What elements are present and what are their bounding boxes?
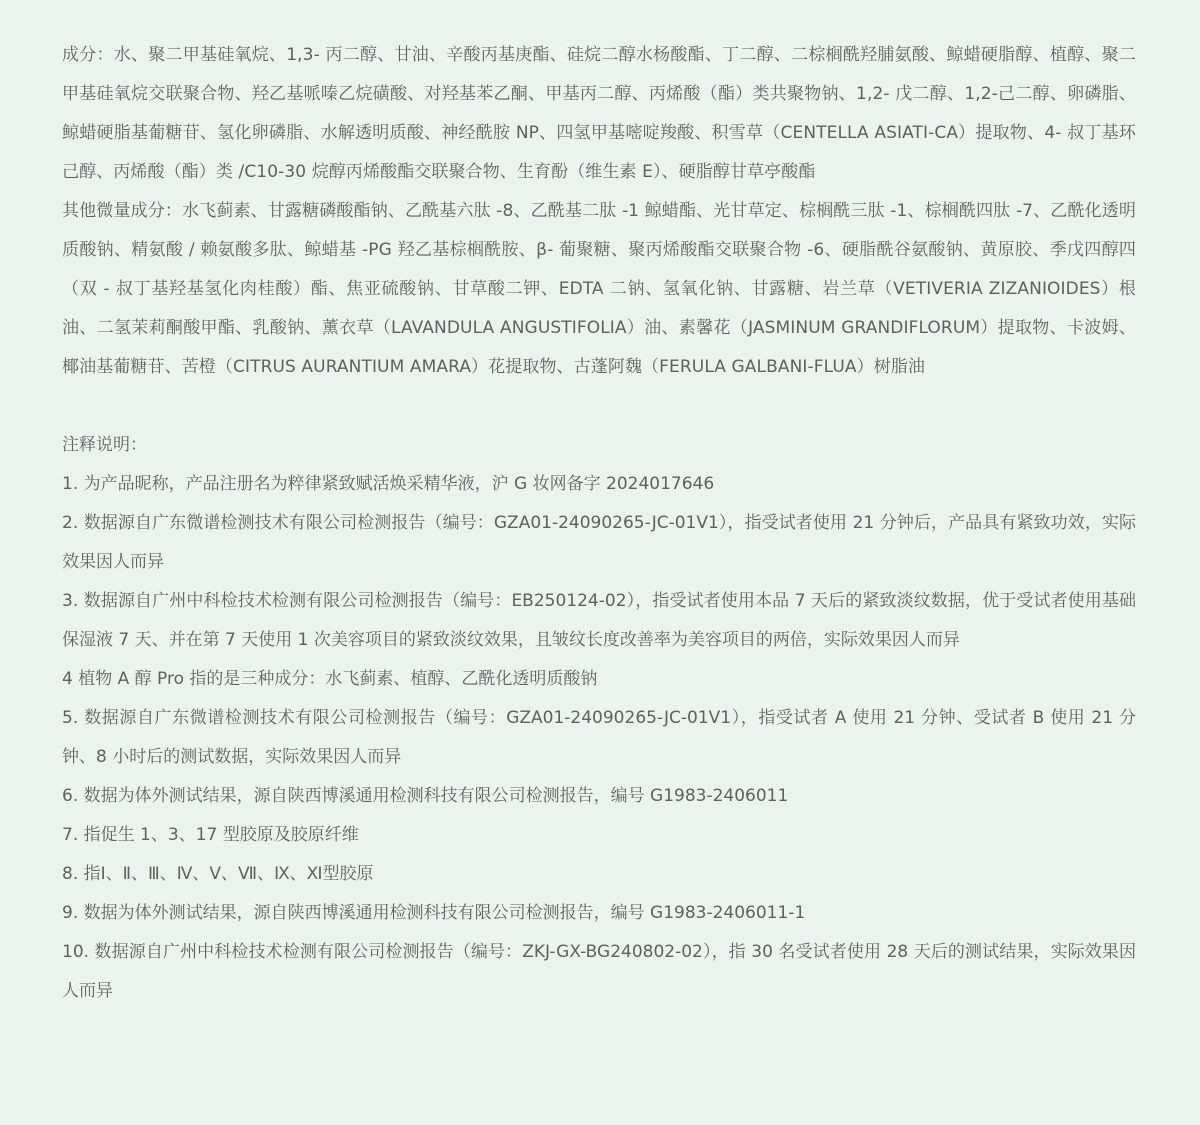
note-item-2: 2. 数据源自广东微谱检测技术有限公司检测报告（编号：GZA01-24090265-JC-01V1），指受试者使用 21 分钟后，产品具有紧致功效，实际效果因人而异 <box>62 513 1136 572</box>
note-item-1: 1. 为产品昵称，产品注册名为粹律紧致赋活焕采精华液，沪 G 妆网备字 2024017646 <box>62 474 715 494</box>
note-item-7: 7. 指促生 1、3、17 型胶原及胶原纤维 <box>62 825 359 845</box>
note-item-3: 3. 数据源自广州中科检技术检测有限公司检测报告（编号：EB250124-02），指受试者使用本品 7 天后的紧致淡纹数据，优于受试者使用基础保湿液 7 天、并在第 7 天使用 1 次美容项目的紧致淡纹效果，且皱纹长度改善率为美容项目的两倍，实际效果因人而异 <box>62 591 1136 650</box>
ingredients-main: 成分：水、聚二甲基硅氧烷、1,3- 丙二醇、甘油、辛酸丙基庚酯、硅烷二醇水杨酸酯、丁二醇、二棕榈酰羟脯氨酸、鲸蜡硬脂醇、植醇、聚二甲基硅氧烷交联聚合物、羟乙基哌嗪乙烷磺酸、对羟基苯乙酮、甲基丙二醇、丙烯酸（酯）类共聚物钠、1,2- 戊二醇、1,2-己二醇、卵磷脂、鲸蜡硬脂基葡糖苷、氢化卵磷脂、水解透明质酸、神经酰胺 NP、四氢甲基嘧啶羧酸、积雪草（CENTELLA ASIATI-CA）提取物、4- 叔丁基环己醇、丙烯酸（酯）类 /C10-30 烷醇丙烯酸酯交联聚合物、生育酚（维生素 E）、硬脂醇甘草亭酸酯 <box>62 45 1136 182</box>
note-item-10: 10. 数据源自广州中科检技术检测有限公司检测报告（编号：ZKJ-GX-BG240802-02），指 30 名受试者使用 28 天后的测试结果，实际效果因人而异 <box>62 942 1136 1001</box>
ingredients-trace: 其他微量成分：水飞蓟素、甘露糖磷酸酯钠、乙酰基六肽 -8、乙酰基二肽 -1 鲸蜡酯、光甘草定、棕榈酰三肽 -1、棕榈酰四肽 -7、乙酰化透明质酸钠、精氨酸 / 赖氨酸多肽、鲸蜡基 -PG 羟乙基棕榈酰胺、β- 葡聚糖、聚丙烯酸酯交联聚合物 -6、硬脂酰谷氨酸钠、黄原胶、季戊四醇四（双 - 叔丁基羟基氢化肉桂酸）酯、焦亚硫酸钠、甘草酸二钾、EDTA 二钠、氢氧化钠、甘露糖、岩兰草（VETIVERIA ZIZANIOIDES）根油、二氢茉莉酮酸甲酯、乳酸钠、薰衣草（LAVANDULA ANGUSTIFOLIA）油、素馨花（JASMINUM GRANDIFLORUM）提取物、卡波姆、椰油基葡糖苷、苦橙（CITRUS AURANTIUM AMARA）花提取物、古蓬阿魏（FERULA GALBANI-FLUA）树脂油 <box>62 201 1136 377</box>
note-item-6: 6. 数据为体外测试结果，源自陕西博溪通用检测科技有限公司检测报告，编号 G1983-2406011 <box>62 786 789 806</box>
notes-heading: 注释说明： <box>62 435 147 455</box>
note-item-5: 5. 数据源自广东微谱检测技术有限公司检测报告（编号：GZA01-24090265-JC-01V1），指受试者 A 使用 21 分钟、受试者 B 使用 21 分钟、8 小时后的测试数据，实际效果因人而异 <box>62 708 1136 767</box>
note-item-8: 8. 指Ⅰ、Ⅱ、Ⅲ、Ⅳ、Ⅴ、Ⅶ、Ⅸ、Ⅺ型胶原 <box>62 864 374 884</box>
note-item-4: 4 植物 A 醇 Pro 指的是三种成分：水飞蓟素、植醇、乙酰化透明质酸钠 <box>62 669 598 689</box>
section-gap <box>62 387 1136 426</box>
note-item-9: 9. 数据为体外测试结果，源自陕西博溪通用检测科技有限公司检测报告，编号 G1983-2406011-1 <box>62 903 806 923</box>
